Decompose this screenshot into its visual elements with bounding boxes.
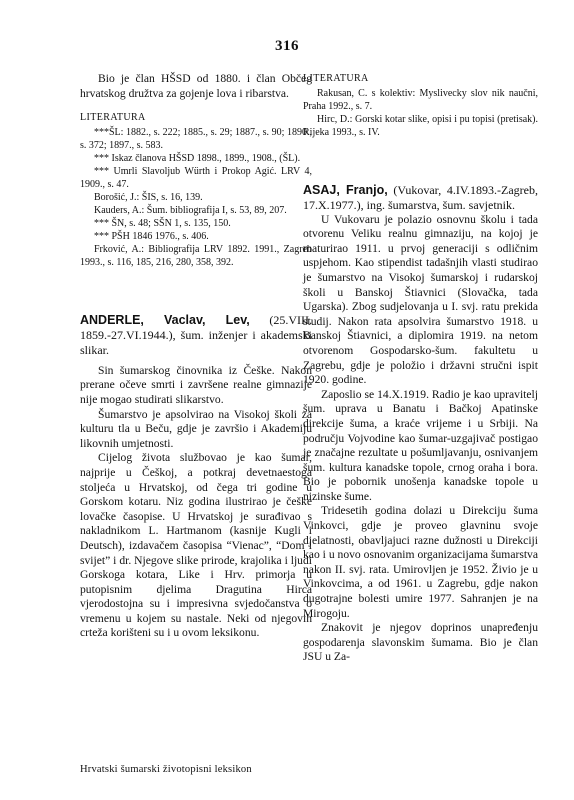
literature-item: Kauders, A.: Šum. bibliografija I, s. 53, 89, 207.: [94, 204, 287, 216]
literature-list: [80, 126, 312, 269]
literature-heading: LITERATURA: [80, 112, 146, 124]
entry-heading-asaj: [303, 183, 538, 213]
literature-item: Hirc, D.: Gorski kotar slike, opisi i pu topisi (pretisak). Rijeka 1993., s. IV.: [303, 113, 538, 138]
literature-item: *** PŠH 1846 1976., s. 406.: [94, 230, 209, 242]
footer-title: Hrvatski šumarski životopisni leksikon: [80, 764, 252, 775]
body-paragraph: Tridesetih godina dolazi u Direkciju šuma Vinkovci, gdje je proveo glavninu svoje djelatnosti, obavljajuci razne dužnosti u Direkciji kao i u novo osnovanim organizacijama šumarstva nakon II. svj. rata. Umirovljen je 1952. Živio je u Vinkovcima, a od 1961. u Zagrebu, gdje nakon dugotrajne bolesti umire 1977. Sahranjen je na Mirogoju.: [303, 504, 538, 620]
left-column: [80, 72, 312, 641]
literature-item: Frković, A.: Bibliografija LRV 1892. 1991., Zagreb 1993., s. 116, 185, 216, 280, 358, 392.: [80, 243, 312, 268]
body-paragraph: Znakovit je njegov doprinos unapređenju gospodarenja slavonskim šumama. Bio je član JSU u Za-: [303, 621, 538, 664]
intro-paragraph: Bio je član HŠSD od 1880. i član Občeg hrvatskog družtva za gojenje lova i ribarstva.: [80, 72, 312, 100]
literature-heading: LITERATURA: [303, 73, 369, 84]
literature-item: *** Iskaz članova HŠSD 1898., 1899., 1908., (ŠL).: [94, 152, 301, 164]
body-paragraph: Šumarstvo je apsolvirao na Visokoj školi za kulturu tla u Beču, gdje je završio i Akademiju likovnih umjetnosti.: [80, 407, 312, 450]
literature-item: *** Umrli Slavoljub Würth i Prokop Agić. LRV 4, 1909., s. 47.: [80, 165, 312, 190]
literature-item: Borošić, J.: ŠIS, s. 16, 139.: [94, 191, 203, 203]
body-paragraph: Zaposlio se 14.X.1919. Radio je kao upravitelj šum. uprava u Banatu i Bačkoj Apatinske direkcije šuma, a kraće vrijeme i u Srbiji. Na području Vojvodine kao šumar-uzgajivač postigao je značajne rezultate u pošumljavanju, osnivanjem šum. kultura kanadske topole, crnog oraha i bora. Bio je pobornik unošenja kanadske topole u nizinske šume.: [303, 387, 538, 503]
literature-item: Rakusan, C. s kolektiv: Myslivecky slov nik naučni, Praha 1992., s. 7.: [303, 87, 538, 112]
entry-name: ASAJ, Franjo,: [303, 182, 388, 197]
entry-heading-anderle: [80, 313, 312, 358]
right-column: [303, 72, 538, 665]
body-paragraph: Cijelog života službovao je kao šumar, najprije u Češkoj, a potkraj devetnaestoga stoljeća u Hrvatskoj, od čega tri godine u Gorskom kotaru. Niz godina ilustrirao je češke lovačke časopise. U Hrvatskoj je surađivao s nakladnikom L. Hartmanom (kasnije Kugli i Deutsch), izdavačem časopisa “Vienac”, “Dom i svijet” i dr. Njegove slike prirode, krajolika i ljudi Gorskoga kotara, Like i Hrv. primorja u putopisnim djelima Dragutina Hirca vjerodostojna su i impresivna svjedočanstva o vremenu u kojem su nastale. Neki od njegovih crteža korišteni su i u ovom leksikonu.: [80, 451, 312, 640]
page-number: 316: [275, 38, 299, 54]
literature-list: [303, 87, 538, 139]
entry-details: (Vukovar, 4.IV.1893.-Zagreb, 17.X.1977.), ing. šumarstva, šum. savjetnik.: [303, 182, 538, 212]
literature-item: ***ŠL: 1882., s. 222; 1885., s. 29; 1887., s. 90; 1890., s. 372; 1897., s. 583.: [80, 126, 312, 151]
literature-item: *** ŠN, s. 48; SŠN 1, s. 135, 150.: [94, 217, 231, 229]
entry-name: ANDERLE, Vaclav, Lev,: [80, 312, 250, 327]
body-paragraph: U Vukovaru je polazio osnovnu školu i tada otvorenu Veliku realnu gimnaziju, na kojoj je maturirao 1911. u prvoj generaciji s odličnim uspjehom. Kao stipendist tadašnjih vlasti studirao je šumarstvo na Visokoj šumarskoj i rudarskoj školi u Banskoj Štiavnici (Slovačka, tada Ugarska). Zbog sudjelovanja u I. svj. ratu prekida studij. Nakon rata apsolvira šumarstvo 1918. u Banskoj Štiavnici, a diplomira 1919. na netom otvorenom Gospodarsko-šum. fakultetu u Zagrebu, gdje je položio i državni stručni ispit 1920. godine.: [303, 212, 538, 387]
entry-details: (25.VIII. 1859.-27.VI.1944.), šum. inženjer i akademski slikar.: [80, 312, 312, 357]
body-paragraph: Sin šumarskog činovnika iz Češke. Nakon prerane očeve smrti i završene realne gimnazije nije mogao studirati slikarstvo.: [80, 363, 312, 406]
